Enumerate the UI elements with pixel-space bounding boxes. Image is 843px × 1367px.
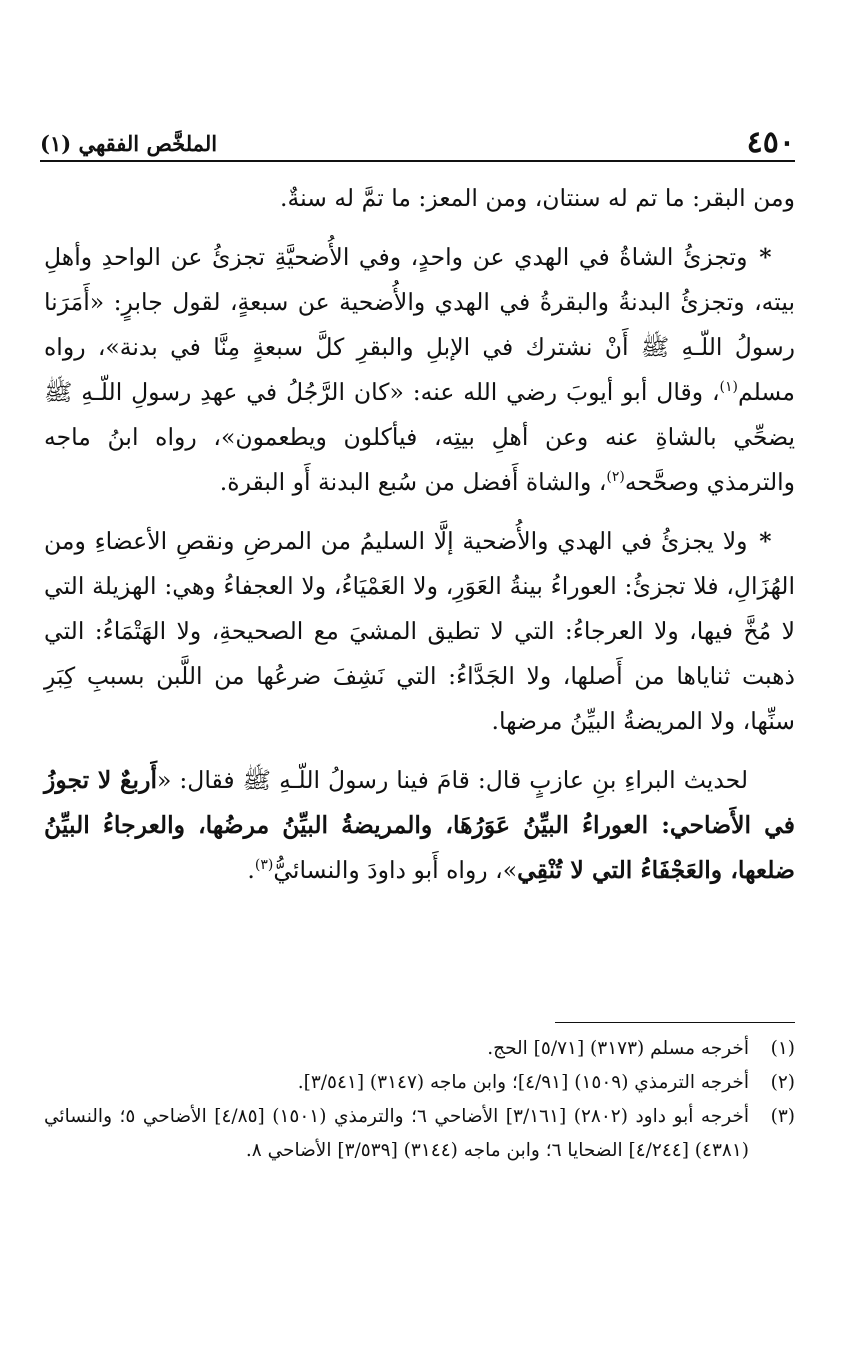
asterisk-marker: * <box>759 527 772 555</box>
paragraph-3-text: ولا يجزئُ في الهدي والأُضحية إلَّا السليمُ من المرضِ ونقصِ الأعضاءِ ومن الهُزَالِ، فلا تجزئُ: العوراءُ بينةُ العَوَرِ، ولا العَمْيَاءُ، ولا العجفاءُ وهي: الهزيلة التي لا مُخَّ فيها، ولا العرجاءُ: التي لا تطيق المشيَ مع الصحيحةِ، ولا الهَتْمَاءُ: التي ذهبت ثناياها من أَصلها، ولا الجَدَّاءُ: التي نَشِفَ ضرعُها من اللَّبن بسببِ كِبَرِ سنِّها، ولا المريضةُ البيِّنُ مرضها. <box>44 527 795 735</box>
footnote-text: أخرجه أبو داود (٢٨٠٢) [٣/١٦١] الأضاحي ٦؛ والترمذي (١٥٠١) [٤/٨٥] الأضاحي ٥؛ والنسائي (٤٣٨١) [٤/٢٤٤] الضحايا ٦؛ وابن ماجه (٣١٤٤) [٣/٥٣٩] الأضاحي ٨. <box>44 1106 749 1161</box>
paragraph-4-end: . <box>247 856 255 884</box>
footnotes <box>44 1032 795 1168</box>
paragraph-3 <box>44 519 795 744</box>
footnote-3 <box>44 1100 795 1168</box>
paragraph-4-after: »، رواه أَبو داودَ والنسائيُّ <box>273 856 518 884</box>
running-title: الملخَّص الفقهي (١) <box>40 131 218 156</box>
footnote-mark: (٣) <box>770 1106 795 1127</box>
footnote-rule <box>555 1022 795 1023</box>
paragraph-4 <box>44 758 795 893</box>
footnote-mark: (٢) <box>770 1072 795 1093</box>
paragraph-2-text-c: ، والشاة أَفضل من سُبع البدنة أَو البقرة. <box>219 468 607 496</box>
footnote-ref-2: (٢) <box>606 469 625 486</box>
paragraph-1: ومن البقر: ما تم له سنتان، ومن المعز: ما تمَّ له سنةٌ. <box>280 184 795 212</box>
hadith-quote: أَربعٌ لا تجوزُ في الأَضاحي: العوراءُ البيِّنُ عَوَرُهَا، والمريضةُ البيِّنُ مرضُها، والعرجاءُ البيِّنُ ضلعها، والعَجْفَاءُ التي لا تُنْقِي <box>44 766 795 884</box>
footnote-ref-1: (١) <box>719 379 739 396</box>
paragraph-2 <box>44 235 795 505</box>
footnote-text: أخرجه مسلم (٣١٧٣) [٥/٧١] الحج. <box>487 1038 749 1059</box>
page-number: ٤٥٠ <box>746 125 795 160</box>
footnote-2 <box>44 1066 795 1100</box>
main-text <box>44 176 795 893</box>
page-header <box>40 112 795 158</box>
footnote-text: أخرجه الترمذي (١٥٠٩) [٤/٩١]؛ وابن ماجه (٣١٤٧) [٣/٥٤١]. <box>297 1072 749 1093</box>
header-rule <box>40 160 795 162</box>
footnote-1 <box>44 1032 795 1066</box>
footnote-mark: (١) <box>770 1038 795 1059</box>
paragraph-4-intro: لحديث البراءِ بنِ عازبٍ قال: قامَ فينا رسولُ اللّـهِ ﷺ فقال: « <box>156 766 748 794</box>
paragraph-2-text-b: ، وقال أبو أيوبَ رضي الله عنه: «كان الرَّجُلُ في عهدِ رسولِ اللّـهِ ﷺ يضحِّي بالشاةِ عنه وعن أهلِ بيتِه، فيأكلون ويطعمون»، رواه ابنُ ماجه والترمذي وصحَّحه <box>44 378 795 496</box>
footnote-ref-3: (٣) <box>254 857 274 874</box>
paragraph-2-text-a: وتجزئُ الشاةُ في الهدي عن واحدٍ، وفي الأُضحيَّةِ تجزئُ عن الواحدِ وأهلِ بيته، وتجزئُ البدنةُ والبقرةُ في الهدي والأُضحية عن سبعةٍ، لقول جابرٍ: «أَمَرَنا رسولُ اللّـهِ ﷺ أَنْ نشترك في الإبلِ والبقرِ كلَّ سبعةٍ مِنَّا في بدنة»، رواه مسلم <box>44 243 795 406</box>
asterisk-marker: * <box>759 243 772 271</box>
